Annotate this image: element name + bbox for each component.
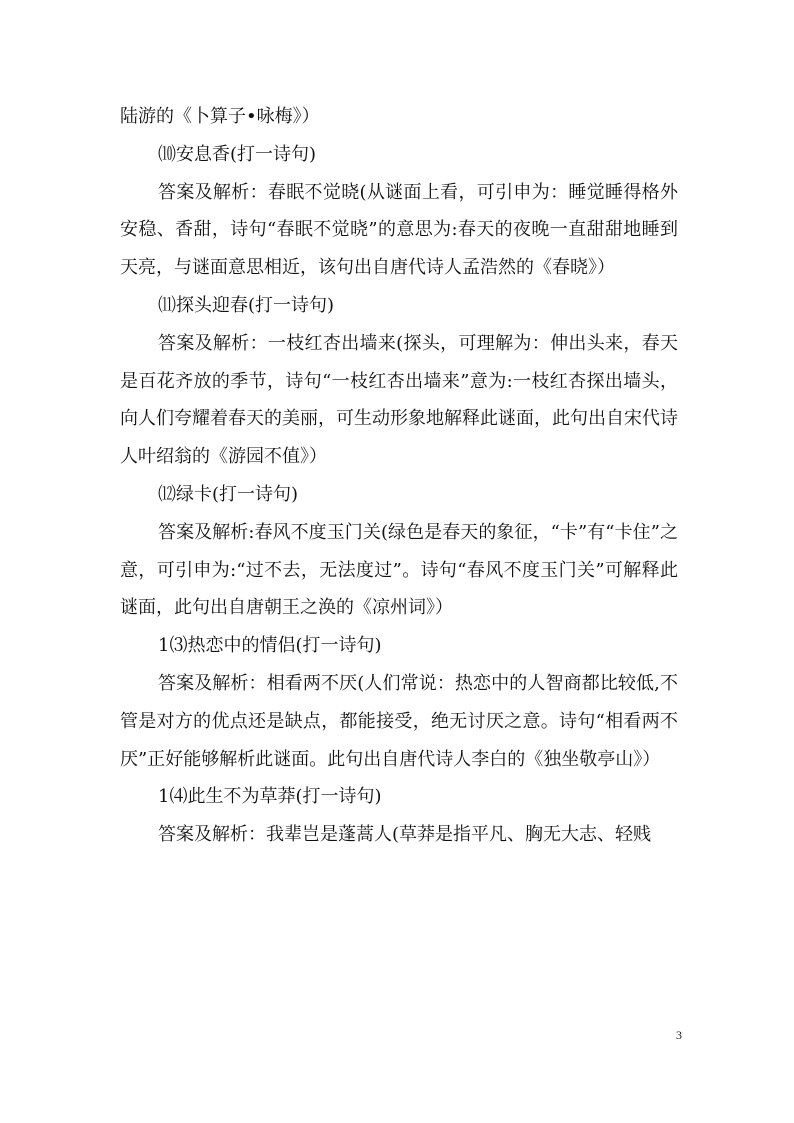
- riddle-13-question: 1⑶热恋中的情侣(打一诗句): [158, 635, 382, 657]
- riddle-11-answer: 答案及解析：一枝红杏出墙来(探头，可理解为：伸出头来，春天是百花齐放的季节，诗句“一枝红杏出墙来”意为:一枝红杏探出墙头，向人们夸耀着春天的美丽，可生动形象地解释此谜面，此句出自宋代诗人叶绍翁的《游园不值》）: [120, 332, 678, 468]
- riddle-14-question: 1⑷此生不为草莽(打一诗句): [158, 786, 382, 808]
- riddle-12-answer: 答案及解析:春风不度玉门关(绿色是春天的象征，“卡”有“卡住”之意，可引申为:“过不去，无法度过”。诗句“春风不度玉门关”可解释此谜面，此句出自唐朝王之涣的《凉州词》）: [120, 521, 678, 619]
- riddle-12-question: ⑿绿卡(打一诗句): [158, 483, 299, 505]
- paragraph-continuation: 陆游的《卜算子•咏梅》）: [120, 106, 320, 127]
- document-body: [120, 98, 678, 854]
- riddle-14-answer: 答案及解析：我辈岂是蓬蒿人(草莽是指平凡、胸无大志、轻贱: [158, 824, 652, 846]
- riddle-10-question: ⑽安息香(打一诗句): [158, 143, 317, 165]
- riddle-10-answer: 答案及解析：春眠不觉晓(从谜面上看，可引申为：睡觉睡得格外安稳、香甜，诗句“春眠不觉晓”的意思为:春天的夜晚一直甜甜地睡到天亮，与谜面意思相近，该句出自唐代诗人孟浩然的《春晓》）: [120, 181, 678, 279]
- page-number: 3: [676, 1028, 682, 1042]
- riddle-13-answer: 答案及解析：相看两不厌(人们常说：热恋中的人智商都比较低,不管是对方的优点还是缺点，都能接受，绝无讨厌之意。诗句“相看两不厌”正好能够解析此谜面。此句出自唐代诗人李白的《独坐敬亭山》）: [120, 672, 678, 770]
- riddle-11-question: ⑾探头迎春(打一诗句): [158, 294, 335, 316]
